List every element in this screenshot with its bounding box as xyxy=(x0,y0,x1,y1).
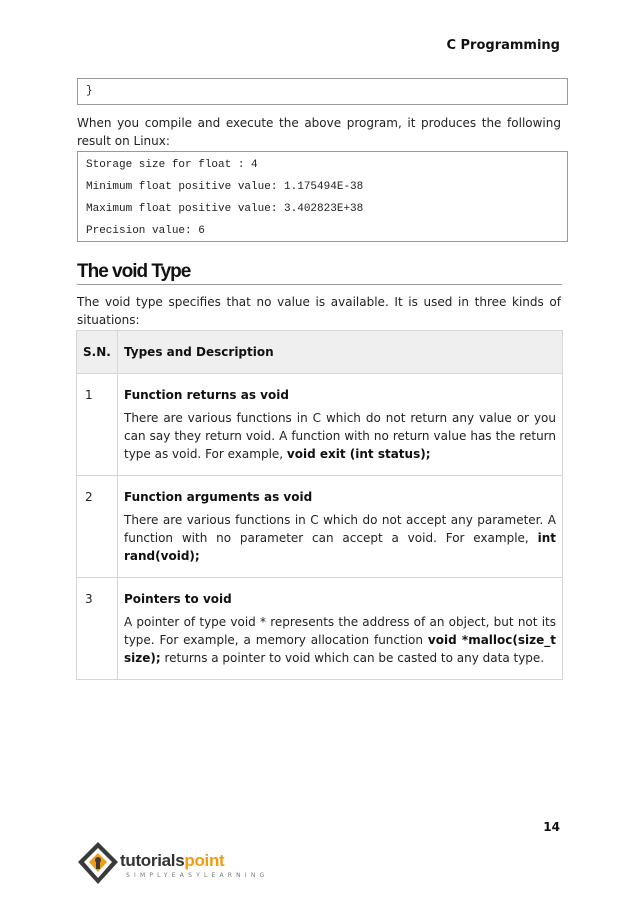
row-title: Function returns as void xyxy=(124,388,289,402)
row-text-after: returns a pointer to void which can be casted to any data type. xyxy=(164,651,545,665)
logo-text-point: point xyxy=(184,851,225,870)
section-description: The void type specifies that no value is available. It is used in three kinds of situations: xyxy=(77,295,561,327)
row-description xyxy=(118,578,563,680)
logo-emblem-icon xyxy=(76,838,126,890)
row-body xyxy=(124,511,556,565)
output-line: Maximum float positive value: 3.402823E+38 xyxy=(86,203,364,215)
intro-paragraph: When you compile and execute the above program, it produces the following result on Linux: xyxy=(77,116,561,148)
row-description xyxy=(118,476,563,578)
table-row xyxy=(77,476,563,578)
row-text: There are various functions in C which do not return any value or you can say they return void. A function with no return value has the return type as void. For example, xyxy=(124,411,556,461)
header-sn: S.N. xyxy=(77,331,118,374)
output-line: Minimum float positive value: 1.175494E-38 xyxy=(86,181,364,193)
output-block xyxy=(77,151,568,242)
table-header-row xyxy=(77,331,563,374)
logo-text-tutorials: tutorials xyxy=(120,851,185,870)
code-line: } xyxy=(86,85,93,97)
tutorialspoint-logo xyxy=(76,838,269,890)
row-code: int rand(void); xyxy=(124,531,556,563)
table-row xyxy=(77,374,563,476)
row-sn: 1 xyxy=(77,374,118,476)
header-description: Types and Description xyxy=(118,331,563,374)
row-body xyxy=(124,409,556,463)
logo-tagline: SIMPLYEASYLEARNING xyxy=(126,872,269,879)
code-block-end xyxy=(77,78,568,105)
row-body xyxy=(124,613,556,667)
row-title: Function arguments as void xyxy=(124,490,313,504)
row-code: void *malloc(size_t size); xyxy=(124,633,556,665)
section-heading: The void Type xyxy=(77,262,562,285)
row-text: A pointer of type void * represents the address of an object, but not its type. For example, a memory allocation function xyxy=(124,615,556,647)
logo-wordmark xyxy=(120,851,224,871)
table-row xyxy=(77,578,563,680)
row-title: Pointers to void xyxy=(124,592,232,606)
row-code: void exit (int status); xyxy=(286,447,431,461)
row-description xyxy=(118,374,563,476)
running-header-title: C Programming xyxy=(446,38,560,53)
row-text: There are various functions in C which do not accept any parameter. A function with no parameter can accept a void. For example, xyxy=(124,513,556,545)
page-number: 14 xyxy=(543,820,560,834)
output-line: Storage size for float : 4 xyxy=(86,159,258,171)
row-sn: 3 xyxy=(77,578,118,680)
void-types-table xyxy=(76,330,563,680)
output-line: Precision value: 6 xyxy=(86,225,205,237)
row-sn: 2 xyxy=(77,476,118,578)
